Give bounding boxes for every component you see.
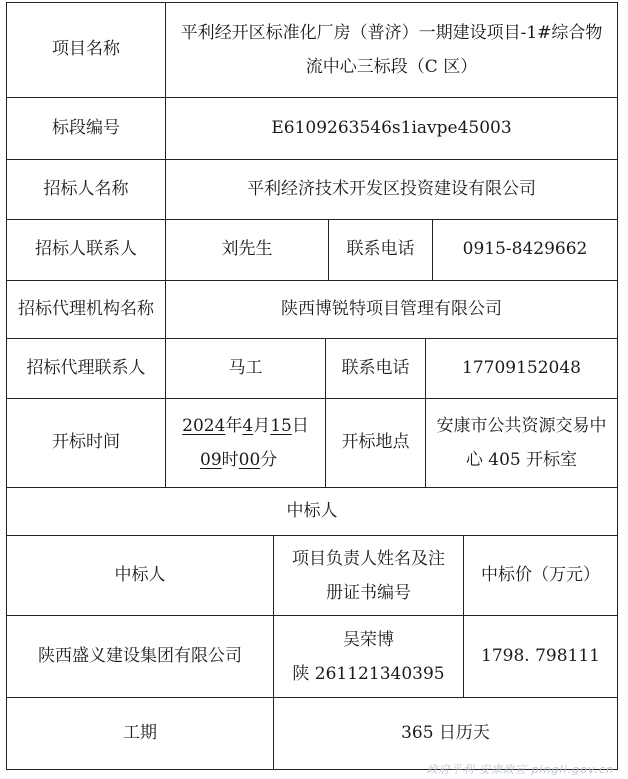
- row-winner-columns: [7, 536, 617, 616]
- winner-col-manager-line2: 册证书编号: [326, 582, 411, 603]
- duration-value: [274, 698, 617, 769]
- opening-place-label: [326, 399, 426, 487]
- tenderer-phone-label-text: 联系电话: [346, 239, 415, 260]
- opening-time-label: [7, 399, 166, 487]
- winner-manager-cert: 陕 261121340395: [292, 663, 445, 684]
- agency-contact-name-text: 马工: [228, 357, 263, 378]
- row-winner-header: [7, 488, 617, 536]
- winner-col-price: [464, 536, 617, 615]
- opening-place-label-text: 开标地点: [341, 432, 410, 453]
- opening-year: 2024: [182, 416, 226, 436]
- project-name-line2: 流中心三标段（C 区）: [305, 57, 478, 77]
- section-no-value: [166, 98, 617, 159]
- row-winner-values: [7, 616, 617, 698]
- row-agency-contact: [7, 339, 617, 399]
- agency-phone-label: [326, 339, 426, 398]
- winner-col-company-text: 中标人: [114, 564, 166, 585]
- row-tenderer-contact: [7, 220, 617, 281]
- winner-col-manager: [274, 536, 464, 615]
- opening-place-line1: 安康市公共资源交易中: [436, 416, 607, 436]
- agency-contact-name: [166, 339, 326, 398]
- opening-day: 15: [270, 416, 292, 436]
- tenderer-phone-label: [329, 220, 433, 280]
- opening-hour: 09: [200, 450, 222, 470]
- opening-clock-line: [170, 443, 277, 477]
- opening-place-value: [426, 399, 617, 487]
- agency-contact-label-text: 招标代理联系人: [26, 357, 146, 378]
- opening-day-unit: 日: [291, 416, 309, 436]
- opening-place-line2: 心 405 开标室: [465, 450, 578, 470]
- tenderer-label-text: 招标人名称: [43, 178, 129, 199]
- winner-price: [464, 616, 617, 697]
- opening-month: 4: [242, 416, 254, 436]
- winner-col-price-text: 中标价（万元）: [481, 564, 600, 585]
- row-tenderer: [7, 160, 617, 220]
- opening-minute: 00: [238, 450, 261, 470]
- project-name-label-text: 项目名称: [52, 39, 120, 60]
- opening-minute-unit: 分: [260, 450, 278, 470]
- agency-phone-value: [426, 339, 617, 398]
- winner-company: [7, 616, 274, 697]
- opening-year-unit: 年: [225, 416, 243, 436]
- duration-value-text: 365 日历天: [401, 722, 490, 743]
- tenderer-contact-label: [7, 220, 166, 280]
- row-section-no: [7, 98, 617, 160]
- winner-company-text: 陕西盛义建设集团有限公司: [38, 645, 242, 666]
- duration-label-text: 工期: [123, 722, 157, 743]
- tenderer-value: [166, 160, 617, 219]
- winner-header-text: 中标人: [286, 500, 338, 521]
- section-no-label: [7, 98, 166, 159]
- tenderer-value-text: 平利经济技术开发区投资建设有限公司: [247, 178, 536, 199]
- row-opening: [7, 399, 617, 488]
- opening-time-value: [166, 399, 326, 487]
- winner-manager-name: 吴荣博: [343, 629, 394, 650]
- agency-label: [7, 281, 166, 338]
- winner-manager: [274, 616, 464, 697]
- row-project-name: [7, 3, 617, 98]
- opening-month-unit: 月: [253, 416, 271, 436]
- tenderer-contact-label-text: 招标人联系人: [35, 239, 137, 260]
- section-no-label-text: 标段编号: [52, 117, 120, 138]
- agency-label-text: 招标代理机构名称: [18, 298, 154, 319]
- agency-contact-label: [7, 339, 166, 398]
- project-name-value: [166, 3, 617, 97]
- agency-value: [166, 281, 617, 338]
- winner-col-company: [7, 536, 274, 615]
- tenderer-phone-value: [433, 220, 617, 280]
- agency-phone-label-text: 联系电话: [341, 357, 410, 378]
- winner-col-manager-line1: 项目负责人姓名及注: [292, 548, 445, 569]
- project-name-line1: 平利经开区标准化厂房（普济）一期建设项目-1#综合物: [180, 23, 603, 43]
- row-duration: [7, 698, 617, 769]
- tenderer-contact-name: [166, 220, 329, 280]
- winner-price-text: 1798. 798111: [481, 645, 600, 666]
- agency-phone-value-text: 17709152048: [462, 357, 581, 378]
- tenderer-phone-value-text: 0915-8429662: [462, 239, 588, 260]
- watermark: 政府平利 安康政宣 pingli.gov.cn: [426, 763, 614, 776]
- row-agency: [7, 281, 617, 339]
- opening-date-line: [182, 409, 309, 443]
- tenderer-contact-name-text: 刘先生: [221, 239, 273, 260]
- opening-hour-unit: 时: [221, 450, 239, 470]
- project-name-label: [7, 3, 166, 97]
- winner-header: [7, 488, 617, 535]
- opening-time-label-text: 开标时间: [52, 432, 120, 453]
- agency-value-text: 陕西博锐特项目管理有限公司: [281, 298, 502, 319]
- tenderer-label: [7, 160, 166, 219]
- section-no-value-text: E6109263546s1iavpe45003: [271, 117, 512, 138]
- bid-result-table: [6, 2, 618, 770]
- duration-label: [7, 698, 274, 769]
